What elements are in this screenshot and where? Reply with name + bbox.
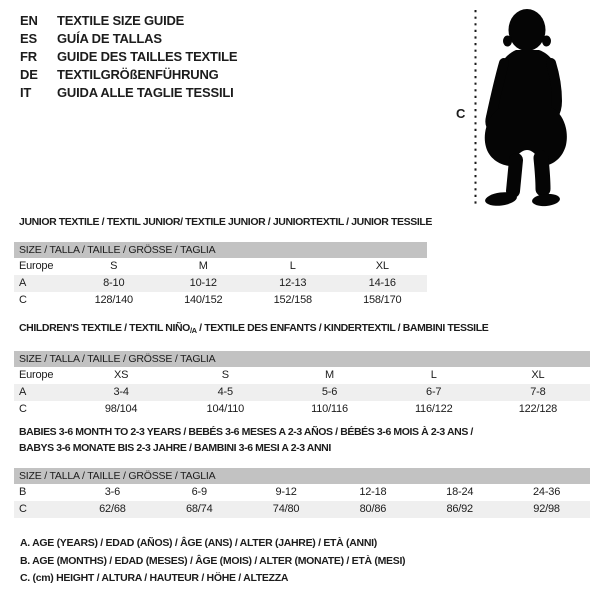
height-measure-label: C — [456, 106, 466, 121]
table-cell: 10-12 — [189, 277, 217, 289]
guide-title: TEXTILGRÖßENFÜHRUNG — [57, 67, 219, 82]
table-cell: 12-18 — [359, 486, 387, 498]
language-code: IT — [20, 85, 32, 100]
table-cell: 80/86 — [359, 503, 387, 515]
title-text: / TEXTILE DES ENFANTS / KINDERTEXTIL / BAMBINI TESSILE — [196, 322, 489, 334]
babies-size-table — [14, 424, 590, 518]
table-cell: 158/170 — [363, 294, 402, 306]
babies-table-title — [19, 424, 590, 456]
table-cell: 14-16 — [368, 277, 396, 289]
table-cell: 116/122 — [414, 403, 453, 415]
title-text: CHILDREN'S TEXTILE / TEXTIL NIÑO — [19, 322, 190, 334]
table-row — [14, 501, 590, 518]
table-cell: 74/80 — [272, 503, 300, 515]
guide-title: TEXTILE SIZE GUIDE — [57, 13, 185, 28]
title-line-1: BABIES 3-6 MONTH TO 2-3 YEARS / BEBÉS 3-6 MESES A 2-3 AÑOS / BÉBÉS 3-6 MOIS À 2-3 ANS / — [19, 426, 473, 438]
children-table-title — [19, 320, 590, 339]
language-code: FR — [20, 49, 37, 64]
table-cell: 62/68 — [99, 503, 126, 515]
table-cell: 86/92 — [446, 503, 473, 515]
row-label: A — [19, 386, 27, 398]
list-item — [20, 30, 237, 48]
language-code: EN — [20, 13, 38, 28]
row-label: Europe — [19, 260, 54, 272]
size-header-bar: SIZE / TALLA / TAILLE / GRÖSSE / TAGLIA — [14, 242, 427, 258]
title-line-2: BABYS 3-6 MONATE BIS 2-3 JAHRE / BAMBINI 3-6 MESI A 2-3 ANNI — [19, 442, 331, 454]
row-label: B — [19, 486, 27, 498]
table-cell: L — [430, 369, 437, 381]
table-cell: 3-4 — [113, 386, 129, 398]
table-cell: 12-13 — [279, 277, 307, 289]
table-row — [14, 275, 427, 292]
table-cell: XL — [531, 369, 545, 381]
note-height-cm: C. (cm) HEIGHT / ALTURA / HAUTEUR / HÖHE / ALTEZZA — [20, 572, 289, 584]
table-cell: 68/74 — [185, 503, 213, 515]
table-cell: 7-8 — [530, 386, 546, 398]
legend-notes — [20, 535, 405, 588]
baby-silhouette-icon — [470, 0, 600, 212]
table-cell: 152/158 — [273, 294, 312, 306]
table-cell: 3-6 — [104, 486, 121, 498]
table-cell: 110/116 — [311, 403, 348, 415]
guide-title: GUIDE DES TAILLES TEXTILE — [57, 49, 238, 64]
guide-title: GUIDA ALLE TAGLIE TESSILI — [57, 85, 234, 100]
table-cell: 128/140 — [94, 294, 133, 306]
table-cell: M — [325, 369, 334, 381]
row-label: A — [19, 277, 27, 289]
table-cell: 9-12 — [275, 486, 297, 498]
language-guide-list — [20, 12, 237, 102]
title-subscript: /A — [189, 326, 197, 335]
table-cell: L — [289, 260, 296, 272]
language-code: DE — [20, 67, 38, 82]
row-label: Europe — [19, 369, 54, 381]
note-age-months: B. AGE (MONTHS) / EDAD (MESES) / ÂGE (MOIS) / ALTER (MONATE) / ETÀ (MESI) — [20, 554, 406, 567]
list-item — [20, 66, 237, 84]
list-item — [20, 84, 237, 102]
table-cell: S — [110, 260, 118, 272]
table-cell: 92/98 — [533, 503, 560, 515]
table-cell: 104/110 — [206, 403, 245, 415]
table-cell: 5-6 — [321, 386, 338, 398]
table-row — [14, 258, 427, 275]
table-row — [14, 401, 590, 418]
row-label: C — [19, 294, 27, 306]
language-code: ES — [20, 31, 37, 46]
list-item — [20, 48, 237, 66]
table-row — [14, 292, 427, 309]
guide-title: GUÍA DE TALLAS — [57, 31, 162, 46]
table-row — [14, 484, 590, 501]
table-cell: XS — [113, 369, 129, 381]
table-cell: M — [198, 260, 208, 272]
row-label: C — [19, 503, 27, 515]
list-item — [20, 12, 237, 30]
table-cell: XL — [375, 260, 389, 272]
table-cell: 8-10 — [103, 277, 125, 289]
table-cell: 140/152 — [184, 294, 223, 306]
table-cell: 4-5 — [217, 386, 233, 398]
table-row — [14, 367, 590, 384]
size-header-bar: SIZE / TALLA / TAILLE / GRÖSSE / TAGLIA — [14, 351, 590, 367]
children-size-table — [14, 320, 590, 418]
table-cell: S — [221, 369, 229, 381]
baby-silhouette — [470, 0, 600, 212]
note-age-years: A. AGE (YEARS) / EDAD (AÑOS) / ÂGE (ANS) / ALTER (JAHRE) / ETÀ (ANNI) — [20, 537, 377, 549]
table-cell: 18-24 — [446, 486, 474, 498]
table-cell: 6-7 — [426, 386, 442, 398]
junior-size-table — [14, 214, 432, 309]
table-cell: 24-36 — [532, 486, 561, 498]
table-cell: 122/128 — [518, 403, 558, 415]
table-cell: 98/104 — [104, 403, 138, 415]
table-row — [14, 384, 590, 401]
row-label: C — [19, 403, 27, 415]
table-cell: 6-9 — [191, 486, 207, 498]
size-header-bar: SIZE / TALLA / TAILLE / GRÖSSE / TAGLIA — [14, 468, 590, 484]
junior-table-title: JUNIOR TEXTILE / TEXTIL JUNIOR/ TEXTILE JUNIOR / JUNIORTEXTIL / JUNIOR TESSILE — [19, 216, 432, 228]
